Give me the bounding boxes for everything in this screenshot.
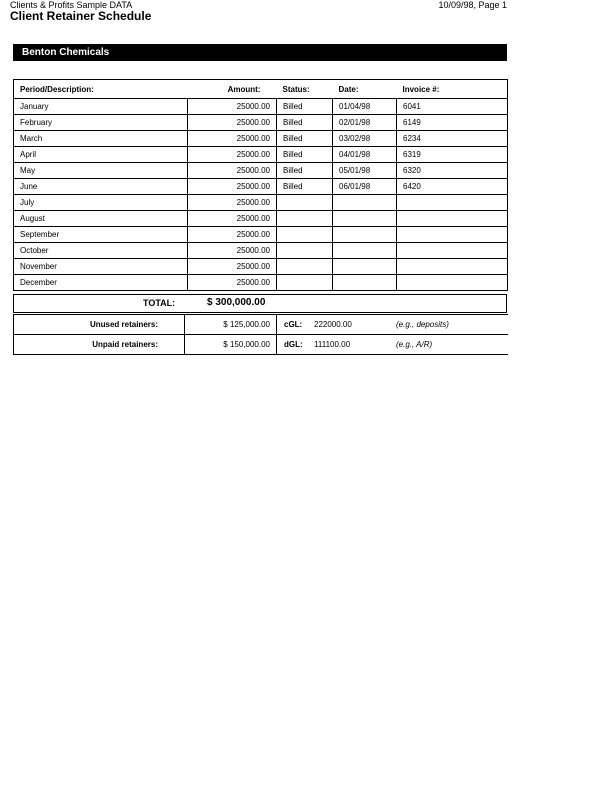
date-cell: 06/01/98 (333, 179, 397, 195)
date-cell: 01/04/98 (333, 99, 397, 115)
gl-note: (e.g., deposits) (396, 320, 449, 329)
unused-retainers-row (14, 315, 508, 335)
amount-cell: 25000.00 (188, 211, 277, 227)
date-cell (333, 259, 397, 275)
invoice-cell (397, 259, 508, 275)
table-row (14, 211, 508, 227)
period-cell: May (14, 163, 188, 179)
invoice-cell: 6420 (397, 179, 508, 195)
table-row (14, 227, 508, 243)
period-cell: November (14, 259, 188, 275)
unpaid-retainers-label: Unpaid retainers: (14, 335, 185, 355)
date-cell (333, 227, 397, 243)
amount-cell: 25000.00 (188, 259, 277, 275)
invoice-cell: 6041 (397, 99, 508, 115)
period-cell: July (14, 195, 188, 211)
gl-account-value: 111100.00 (314, 340, 351, 349)
unpaid-retainers-gl (277, 335, 508, 355)
unpaid-retainers-amount: $ 150,000.00 (185, 335, 277, 355)
unpaid-retainers-row (14, 335, 508, 355)
period-cell: December (14, 275, 188, 291)
total-row (13, 294, 507, 313)
status-cell: Billed (277, 99, 333, 115)
table-row (14, 243, 508, 259)
status-cell (277, 195, 333, 211)
status-cell: Billed (277, 131, 333, 147)
invoice-cell (397, 195, 508, 211)
retainer-summary-table (13, 314, 508, 355)
invoice-cell: 6149 (397, 115, 508, 131)
date-cell: 05/01/98 (333, 163, 397, 179)
column-header-date: Date: (333, 80, 397, 99)
invoice-cell (397, 275, 508, 291)
period-cell: January (14, 99, 188, 115)
table-row (14, 99, 508, 115)
report-title: Client Retainer Schedule (10, 9, 152, 23)
amount-cell: 25000.00 (188, 179, 277, 195)
gl-account-label: cGL: (284, 320, 303, 329)
period-cell: October (14, 243, 188, 259)
unused-retainers-gl (277, 315, 508, 335)
status-cell (277, 259, 333, 275)
gl-note: (e.g., A/R) (396, 340, 433, 349)
table-row (14, 163, 508, 179)
amount-cell: 25000.00 (188, 115, 277, 131)
report-source: Clients & Profits Sample DATA (10, 0, 133, 10)
amount-cell: 25000.00 (188, 227, 277, 243)
invoice-cell (397, 211, 508, 227)
gl-account-value: 222000.00 (314, 320, 352, 329)
table-row (14, 147, 508, 163)
date-cell (333, 275, 397, 291)
invoice-cell: 6234 (397, 131, 508, 147)
unused-retainers-label: Unused retainers: (14, 315, 185, 335)
amount-cell: 25000.00 (188, 147, 277, 163)
invoice-cell (397, 227, 508, 243)
status-cell (277, 227, 333, 243)
amount-cell: 25000.00 (188, 275, 277, 291)
date-cell (333, 195, 397, 211)
amount-cell: 25000.00 (188, 99, 277, 115)
table-row (14, 115, 508, 131)
table-header-row (14, 80, 508, 99)
invoice-cell (397, 243, 508, 259)
status-cell: Billed (277, 147, 333, 163)
status-cell (277, 243, 333, 259)
date-cell (333, 243, 397, 259)
period-cell: August (14, 211, 188, 227)
amount-cell: 25000.00 (188, 131, 277, 147)
total-value: $ 300,000.00 (207, 297, 266, 308)
amount-cell: 25000.00 (188, 243, 277, 259)
client-name-bar: Benton Chemicals (13, 44, 507, 61)
total-label: TOTAL: (143, 298, 176, 308)
table-row (14, 259, 508, 275)
period-cell: June (14, 179, 188, 195)
retainer-schedule-table (13, 79, 508, 291)
invoice-cell: 6319 (397, 147, 508, 163)
status-cell (277, 275, 333, 291)
date-cell (333, 211, 397, 227)
date-cell: 04/01/98 (333, 147, 397, 163)
period-cell: April (14, 147, 188, 163)
unused-retainers-amount: $ 125,000.00 (185, 315, 277, 335)
gl-account-label: dGL: (284, 340, 303, 349)
period-cell: February (14, 115, 188, 131)
column-header-status: Status: (277, 80, 333, 99)
column-header-amount: Amount: (188, 80, 277, 99)
status-cell: Billed (277, 115, 333, 131)
invoice-cell: 6320 (397, 163, 508, 179)
table-row (14, 131, 508, 147)
amount-cell: 25000.00 (188, 163, 277, 179)
status-cell: Billed (277, 179, 333, 195)
date-cell: 02/01/98 (333, 115, 397, 131)
amount-cell: 25000.00 (188, 195, 277, 211)
column-header-invoice: Invoice #: (397, 80, 508, 99)
table-row (14, 275, 508, 291)
period-cell: September (14, 227, 188, 243)
report-date-page: 10/09/98, Page 1 (438, 0, 507, 10)
date-cell: 03/02/98 (333, 131, 397, 147)
status-cell: Billed (277, 163, 333, 179)
table-row (14, 195, 508, 211)
column-header-period: Period/Description: (14, 80, 188, 99)
period-cell: March (14, 131, 188, 147)
table-row (14, 179, 508, 195)
status-cell (277, 211, 333, 227)
